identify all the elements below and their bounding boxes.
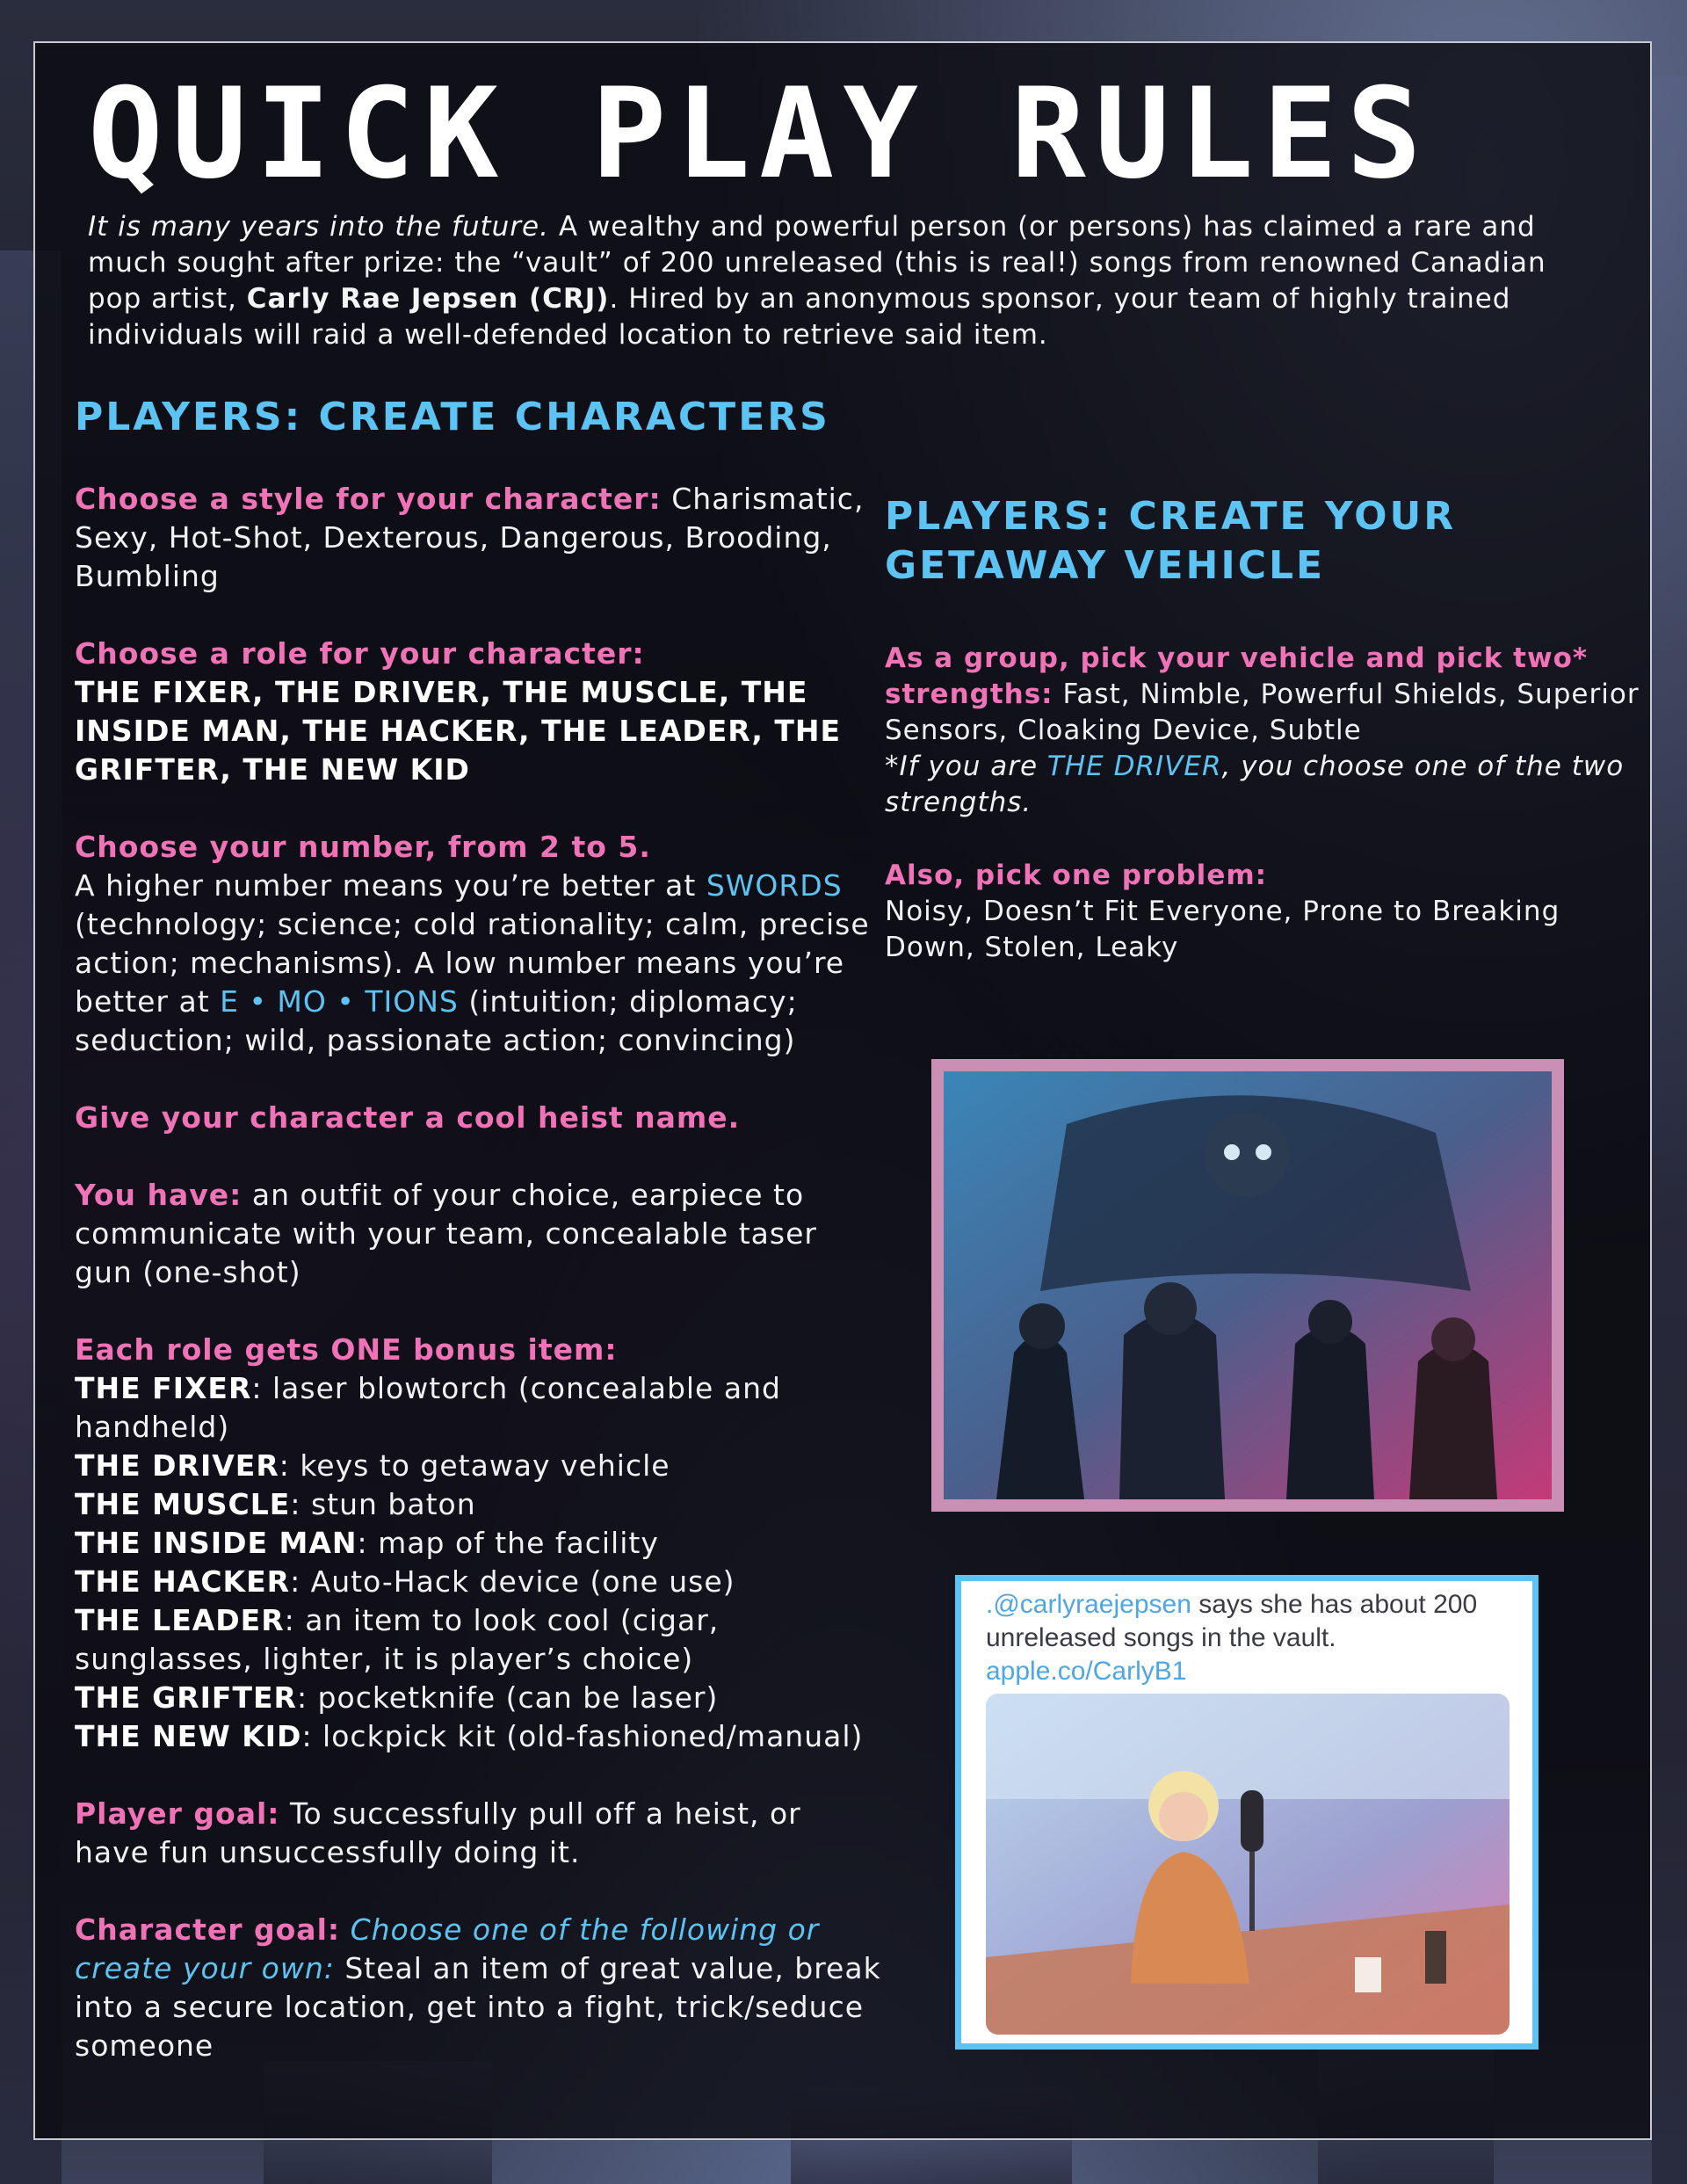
bonus-item: : lockpick kit (old-fashioned/manual): [301, 1719, 864, 1753]
page-title: QUICK PLAY RULES: [88, 62, 1430, 207]
you-have-section: [75, 1176, 883, 1292]
bonus-item: : Auto-Hack device (one use): [290, 1564, 735, 1599]
player-goal-section: [75, 1795, 883, 1872]
vehicle-strengths-section: [885, 641, 1640, 749]
bonus-item: : pocketknife (can be laser): [296, 1680, 719, 1715]
style-text: Charismatic, Sexy, Hot-Shot, Dexterous, Dangerous, Brooding, Bumbling: [75, 482, 865, 593]
vehicle-strengths-label: As a group, pick your vehicle and pick two* strengths:: [885, 642, 1589, 710]
intro-lead: It is many years into the future.: [88, 211, 549, 243]
tweet-link[interactable]: apple.co/CarlyB1: [986, 1657, 1187, 1686]
driver-note-text-1: *If you are: [885, 751, 1047, 782]
role-label: Choose a role for your character:: [75, 636, 645, 671]
tweet-text: [986, 1588, 1508, 1688]
vehicle-problem-section: [885, 858, 1640, 966]
driver-note-text-2: , you choose one of the two strengths.: [885, 751, 1625, 818]
role-list: THE FIXER, THE DRIVER, THE MUSCLE, THE INSIDE MAN, THE HACKER, THE LEADER, THE GRIFTER, THE NEW KID: [75, 675, 842, 787]
bonus-item: : stun baton: [290, 1487, 476, 1521]
tweet-card: [955, 1575, 1539, 2050]
vehicle-heading: [885, 492, 1456, 591]
swords-label: SWORDS: [706, 868, 843, 903]
vehicle-strengths-text: Fast, Nimble, Powerful Shields, Superior Sensors, Cloaking Device, Subtle: [885, 678, 1640, 746]
number-text-1: A higher number means you’re better at: [75, 868, 706, 903]
bonus-role: THE LEADER: [75, 1603, 285, 1637]
bonus-role: THE DRIVER: [75, 1448, 279, 1483]
intro-text-2: . Hired by an anonymous sponsor, your team of highly trained individuals will raid a well-defended location to retrieve said item.: [88, 283, 1511, 351]
vehicle-heading-line-1: PLAYERS: CREATE YOUR: [885, 494, 1457, 539]
character-goal-label: Character goal:: [75, 1912, 341, 1947]
tweet-body: says she has about 200 unreleased songs in the vault.: [986, 1590, 1478, 1652]
bonus-item: : an item to look cool (cigar, sunglasses, lighter, it is player’s choice): [75, 1603, 720, 1676]
characters-column: [75, 480, 883, 2104]
intro-text-1: A wealthy and powerful person (or persons) has claimed a rare and much sought after prize: the “vault” of 200 unreleased (this is real!) songs from renowned Canadian pop artist,: [88, 211, 1546, 315]
bonus-label: Each role gets ONE bonus item:: [75, 1332, 618, 1367]
player-goal-label: Player goal:: [75, 1796, 280, 1831]
number-section: [75, 828, 883, 1060]
character-goal-section: [75, 1911, 883, 2065]
driver-note: [885, 749, 1640, 821]
bonus-section: [75, 1331, 883, 1756]
role-section: [75, 635, 883, 789]
player-goal-text: To successfully pull off a heist, or have fun unsuccessfully doing it.: [75, 1796, 801, 1869]
character-goal-italic: Choose one of the following or create your own:: [75, 1912, 820, 1985]
create-characters-heading: PLAYERS: CREATE CHARACTERS: [75, 395, 830, 439]
you-have-text: an outfit of your choice, earpiece to communicate with your team, concealable taser gun (one-shot): [75, 1178, 817, 1289]
bonus-role: THE HACKER: [75, 1564, 291, 1599]
vehicle-heading-line-2: GETAWAY VEHICLE: [885, 543, 1326, 588]
you-have-label: You have:: [75, 1178, 243, 1212]
number-text-3: (intuition; diplomacy; seduction; wild, passionate action; convincing): [75, 984, 798, 1057]
heist-name-section: [75, 1099, 883, 1137]
intro-paragraph: [88, 209, 1599, 353]
bonus-role: THE FIXER: [75, 1371, 252, 1405]
bonus-item: : map of the facility: [357, 1526, 659, 1560]
number-label: Choose your number, from 2 to 5.: [75, 830, 651, 864]
studio-photo-illustration: [986, 1694, 1510, 2035]
vehicle-problem-label: Also, pick one problem:: [885, 860, 1268, 891]
tweet-handle[interactable]: .@carlyraejepsen: [986, 1590, 1191, 1619]
heist-crew-image: [931, 1059, 1564, 1512]
bonus-item: : laser blowtorch (concealable and handheld): [75, 1371, 781, 1444]
heist-crew-illustration: [944, 1071, 1552, 1499]
bonus-role: THE GRIFTER: [75, 1680, 297, 1715]
tweet-photo: [986, 1694, 1510, 2035]
bonus-role: THE INSIDE MAN: [75, 1526, 358, 1560]
heist-name-label: Give your character a cool heist name.: [75, 1100, 741, 1135]
number-text-2: (technology; science; cold rationality; calm, precise action; mechanisms). A low number means you’re better at: [75, 907, 870, 1019]
style-section: [75, 480, 883, 596]
vehicle-problem-text: Noisy, Doesn’t Fit Everyone, Prone to Breaking Down, Stolen, Leaky: [885, 896, 1560, 963]
intro-artist: Carly Rae Jepsen (CRJ): [246, 283, 610, 315]
driver-note-role: THE DRIVER: [1046, 751, 1222, 782]
bonus-role: THE NEW KID: [75, 1719, 302, 1753]
character-goal-text: Steal an item of great value, break into a secure location, get into a fight, trick/seduce someone: [75, 1951, 881, 2063]
style-label: Choose a style for your character:: [75, 482, 662, 516]
vehicle-column: [885, 641, 1640, 1005]
bonus-item: : keys to getaway vehicle: [279, 1448, 670, 1483]
bonus-role: THE MUSCLE: [75, 1487, 291, 1521]
emotions-label: E • MO • TIONS: [220, 984, 459, 1019]
